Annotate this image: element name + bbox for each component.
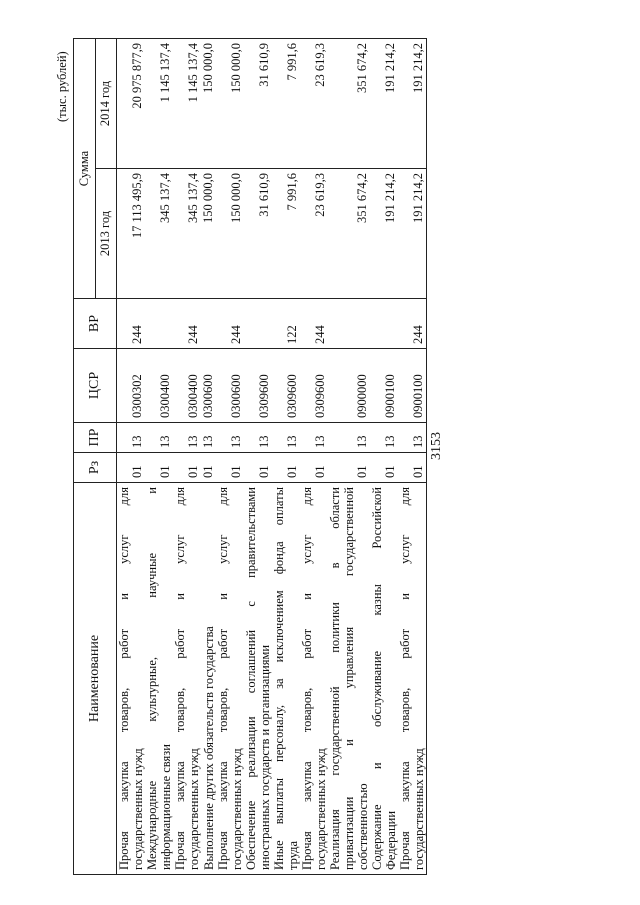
header-sum: Сумма <box>74 39 96 299</box>
table-row <box>398 39 427 875</box>
table-row <box>244 39 272 875</box>
row-csr: 0300302 <box>117 349 146 423</box>
table-row <box>145 39 173 875</box>
row-name: Международные культурные, научные и информационные связи <box>145 483 173 875</box>
header-2014: 2014 год <box>95 39 117 169</box>
header-csr: ЦСР <box>74 349 117 423</box>
table-row <box>328 39 370 875</box>
row-2013: 345 137,4 <box>145 169 173 299</box>
row-2013: 7 991,6 <box>272 169 300 299</box>
row-rz: 01 <box>201 453 216 483</box>
row-2014: 191 214,2 <box>398 39 427 169</box>
row-vr: 244 <box>300 299 328 349</box>
row-pr: 13 <box>173 423 201 453</box>
table-row <box>173 39 201 875</box>
row-2013: 150 000,0 <box>216 169 244 299</box>
row-pr: 13 <box>370 423 398 453</box>
row-pr: 13 <box>300 423 328 453</box>
row-2013: 23 619,3 <box>300 169 328 299</box>
row-rz: 01 <box>272 453 300 483</box>
row-csr: 0900100 <box>370 349 398 423</box>
table-row <box>370 39 398 875</box>
row-2014: 150 000,0 <box>216 39 244 169</box>
row-2013: 31 610,9 <box>244 169 272 299</box>
row-2014: 31 610,9 <box>244 39 272 169</box>
row-name: Прочая закупка товаров, работ и услуг для государственных нужд <box>398 483 427 875</box>
row-pr: 13 <box>244 423 272 453</box>
header-pr: ПР <box>74 423 117 453</box>
row-name: Иные выплаты персоналу, за исключением фонда оплаты труда <box>272 483 300 875</box>
row-2014: 7 991,6 <box>272 39 300 169</box>
header-name: Наименование <box>74 483 117 875</box>
header-vr: ВР <box>74 299 117 349</box>
table-row <box>300 39 328 875</box>
row-name: Прочая закупка товаров, работ и услуг для государственных нужд <box>117 483 146 875</box>
row-name: Выполнение других обязательств государства <box>201 483 216 875</box>
row-2013: 191 214,2 <box>370 169 398 299</box>
row-pr: 13 <box>145 423 173 453</box>
row-vr: 244 <box>117 299 146 349</box>
row-pr: 13 <box>398 423 427 453</box>
row-name: Реализация государственной политики в области приватизации и управления государственной собственностью <box>328 483 370 875</box>
row-name: Прочая закупка товаров, работ и услуг для государственных нужд <box>173 483 201 875</box>
row-vr: 244 <box>398 299 427 349</box>
row-rz: 01 <box>370 453 398 483</box>
row-2014: 20 975 877,9 <box>117 39 146 169</box>
table-row <box>117 39 146 875</box>
row-csr: 0300600 <box>216 349 244 423</box>
budget-table <box>73 38 427 875</box>
row-rz: 01 <box>244 453 272 483</box>
row-2014: 23 619,3 <box>300 39 328 169</box>
row-vr: 244 <box>216 299 244 349</box>
row-csr: 0309600 <box>244 349 272 423</box>
row-vr: 122 <box>272 299 300 349</box>
row-rz: 01 <box>216 453 244 483</box>
row-csr: 0309600 <box>300 349 328 423</box>
row-csr: 0300400 <box>173 349 201 423</box>
row-pr: 13 <box>201 423 216 453</box>
row-vr <box>328 299 370 349</box>
row-rz: 01 <box>398 453 427 483</box>
row-name: Содержание и обслуживание казны Российской Федерации <box>370 483 398 875</box>
page-number: 3153 <box>429 432 444 460</box>
row-2013: 150 000,0 <box>201 169 216 299</box>
row-rz: 01 <box>173 453 201 483</box>
row-pr: 13 <box>216 423 244 453</box>
table-row <box>201 39 216 875</box>
row-2013: 17 113 495,9 <box>117 169 146 299</box>
row-csr: 0309600 <box>272 349 300 423</box>
row-pr: 13 <box>117 423 146 453</box>
row-rz: 01 <box>300 453 328 483</box>
row-2013: 345 137,4 <box>173 169 201 299</box>
row-name: Прочая закупка товаров, работ и услуг для государственных нужд <box>300 483 328 875</box>
row-rz: 01 <box>328 453 370 483</box>
row-rz: 01 <box>117 453 146 483</box>
row-csr: 0900000 <box>328 349 370 423</box>
row-csr: 0300400 <box>145 349 173 423</box>
row-2014: 1 145 137,4 <box>173 39 201 169</box>
row-2014: 150 000,0 <box>201 39 216 169</box>
row-2014: 191 214,2 <box>370 39 398 169</box>
row-name: Обеспечение реализации соглашений с правительствами иностранных государств и организациями <box>244 483 272 875</box>
row-2014: 1 145 137,4 <box>145 39 173 169</box>
row-vr <box>145 299 173 349</box>
row-vr <box>244 299 272 349</box>
row-2013: 191 214,2 <box>398 169 427 299</box>
row-vr: 244 <box>173 299 201 349</box>
row-pr: 13 <box>272 423 300 453</box>
row-rz: 01 <box>145 453 173 483</box>
units-label: (тыс. рублей) <box>55 51 69 122</box>
row-csr: 0300600 <box>201 349 216 423</box>
header-2013: 2013 год <box>95 169 117 299</box>
table-row <box>216 39 244 875</box>
header-row <box>74 39 96 875</box>
row-2014: 351 674,2 <box>328 39 370 169</box>
table-row <box>272 39 300 875</box>
row-pr: 13 <box>328 423 370 453</box>
row-csr: 0900100 <box>398 349 427 423</box>
row-name: Прочая закупка товаров, работ и услуг для государственных нужд <box>216 483 244 875</box>
row-vr <box>201 299 216 349</box>
row-vr <box>370 299 398 349</box>
header-rz: Рз <box>74 453 117 483</box>
row-2013: 351 674,2 <box>328 169 370 299</box>
